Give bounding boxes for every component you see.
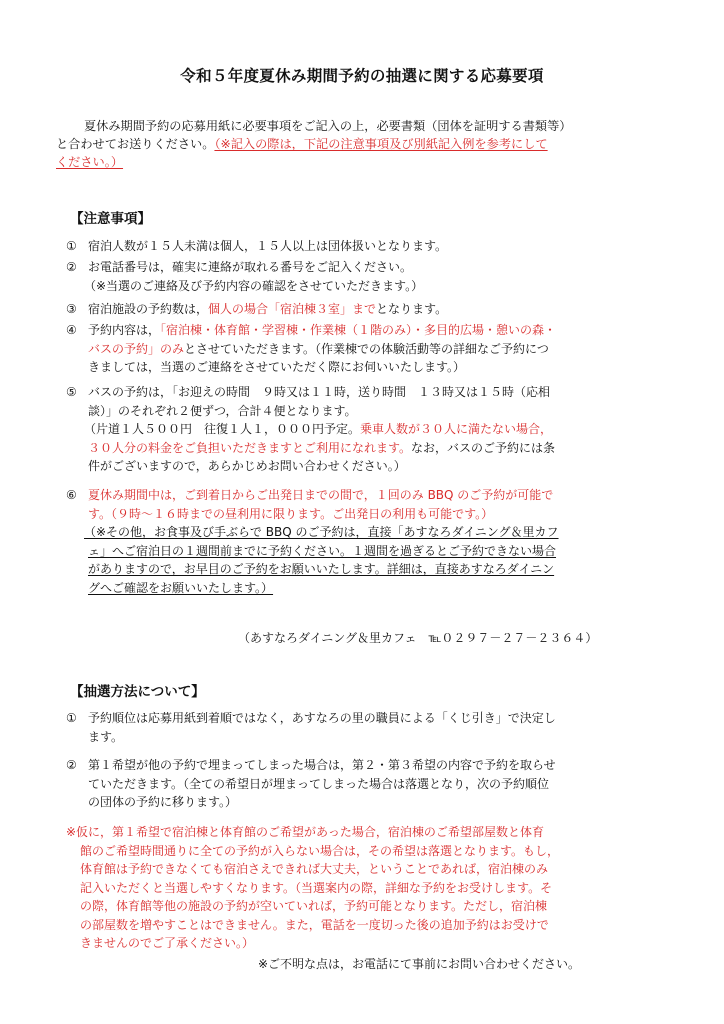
item-text: （片道１人５００円 往復１人１，０００円予定。 xyxy=(84,422,361,436)
item-text: 予約順位は応募用紙到着順ではなく，あすなろの里の職員による「くじ引き」で決定し xyxy=(88,711,556,725)
footer-note: ※ご不明な点は，お電話にて事前にお問い合わせください。 xyxy=(258,957,581,971)
item-text-highlight: 「宿泊棟・体育館・学習棟・作業棟（１階のみ）・多目的広場・憩いの森・ xyxy=(160,323,557,337)
lottery-item-2 xyxy=(66,756,666,812)
item-text: なお，バスのご予約には条 xyxy=(411,440,556,455)
item-text: ます。 xyxy=(88,729,124,744)
item-text-highlight: 個人の場合「宿泊棟３室」まで xyxy=(208,302,377,316)
item-text: 予約内容は， xyxy=(88,323,161,337)
item-text: お電話番号は，確実に連絡が取れる番号をご記入ください。 xyxy=(88,260,413,274)
notes-item-1 xyxy=(66,237,666,256)
item-number: ② xyxy=(66,758,77,772)
intro-line-2 xyxy=(56,135,670,153)
item-text-underlined: （※その他，お食事及び手ぶらで BBQ のご予約は，直接「あすなろダイニング＆里カフ xyxy=(84,525,559,539)
item-text: 談）」のそれぞれ２便ずつ，合計４便となります。 xyxy=(88,403,357,418)
item-text-underlined: がありますので，お早目のご予約をお願いいたします。詳細は，直接あすなろダイニン xyxy=(88,562,555,576)
note-line: の部屋数を増やすことはできません。また，電話を一度切った後の追加予約はお受けで xyxy=(80,917,549,932)
item-text: の団体の予約に移ります。） xyxy=(88,795,238,809)
intro-line-1: 夏休み期間予約の応募用紙に必要事項をご記入の上，必要書類（団体を証明する書類等） xyxy=(84,119,572,133)
note-line: ※仮に，第１希望で宿泊棟と体育館のご希望があった場合，宿泊棟のご希望部屋数と体育 xyxy=(66,825,544,839)
lottery-note xyxy=(66,823,666,953)
item-text-highlight: す。（９時～１６時までの昼利用に限ります。ご出発日の利用も可能です。） xyxy=(88,506,494,521)
item-text-highlight: ３０人分の料金をご負担いただきますとご利用になれます。 xyxy=(88,440,412,455)
section-heading-lottery: 【抽選方法について】 xyxy=(70,684,205,700)
item-text-underlined: ェ」へご宿泊日の１週間前までに予約ください。１週間を過ぎるとご予約できない場合 xyxy=(88,543,557,558)
item-number: ① xyxy=(66,239,77,253)
item-number: ③ xyxy=(66,302,77,316)
item-subtext: （※当選のご連絡及び予約内容の確認をさせていただきます。） xyxy=(84,278,424,293)
note-line: 記入いただくと当選しやすくなります。（当選案内の際，詳細な予約をお受けします。そ xyxy=(80,880,553,895)
item-number: ④ xyxy=(66,323,77,337)
item-number: ② xyxy=(66,260,77,274)
note-line: 体育館は予約できなくても宿泊さえできれば大丈夫，ということであれば，宿泊棟のみ xyxy=(80,862,549,876)
intro-paragraph xyxy=(56,117,670,171)
note-line: きませんのでご了承ください。） xyxy=(80,936,255,950)
notes-item-3 xyxy=(66,300,666,319)
item-text-highlight: 夏休み期間中は，ご到着日からご出発日までの間で，１回のみ BBQ のご予約が可能で xyxy=(88,488,554,502)
intro-line-2a: と合わせてお送りください。 xyxy=(56,137,215,151)
item-text: ていただきます。（全ての希望日が埋まってしまった場合は落選となり，次の予約順位 xyxy=(88,776,550,791)
notes-item-4 xyxy=(66,321,666,377)
notes-item-6 xyxy=(66,486,666,597)
notes-item-2 xyxy=(66,258,666,295)
section-heading-notes: 【注意事項】 xyxy=(70,211,151,227)
item-text: きましては，当選のご連絡をさせていただく際にお伺いいたします。） xyxy=(88,360,466,374)
intro-line-2b: （※記入の際は，下記の注意事項及び別紙記入例を参考にして xyxy=(214,137,548,151)
item-text-highlight: 乗車人数が３０人に満たない場合， xyxy=(360,422,553,436)
intro-line-3: ください。） xyxy=(56,155,124,169)
item-text-highlight: バスの予約」のみ xyxy=(88,341,185,356)
contact-info: （あすなろダイニング＆里カフェ ℡０２９７－２７－２３６４） xyxy=(238,631,598,645)
notes-item-5 xyxy=(66,383,666,476)
item-text: となります。 xyxy=(376,302,448,316)
item-text: 宿泊人数が１５人未満は個人，１５人以上は団体扱いとなります。 xyxy=(88,239,448,253)
item-text: とさせていただきます。（作業棟での体験活動等の詳細なご予約につ xyxy=(184,341,549,356)
item-text: 宿泊施設の予約数は， xyxy=(88,302,209,316)
item-text: 件がございますので，あらかじめお問い合わせください。） xyxy=(88,459,406,473)
page-title: 令和５年度夏休み期間予約の抽選に関する応募要項 xyxy=(180,67,544,85)
item-number: ① xyxy=(66,711,77,725)
lottery-item-1 xyxy=(66,709,666,746)
item-number: ⑥ xyxy=(66,488,77,502)
item-number: ⑤ xyxy=(66,385,77,399)
note-line: 館のご希望時間通りに全ての予約が入らない場合は，その希望は落選となります。もし， xyxy=(80,843,560,858)
item-text: バスの予約は，「お迎えの時間 ９時又は１１時，送り時間 １３時又は１５時（応相 xyxy=(88,385,551,399)
note-line: の際，体育館等他の施設の予約が空いていれば，予約可能となります。ただし，宿泊棟 xyxy=(80,899,548,913)
item-text-underlined: グへご確認をお願いいたします。） xyxy=(88,580,274,595)
item-text: 第１希望が他の予約で埋まってしまった場合は，第２・第３希望の内容で予約を取らせ xyxy=(88,758,556,772)
